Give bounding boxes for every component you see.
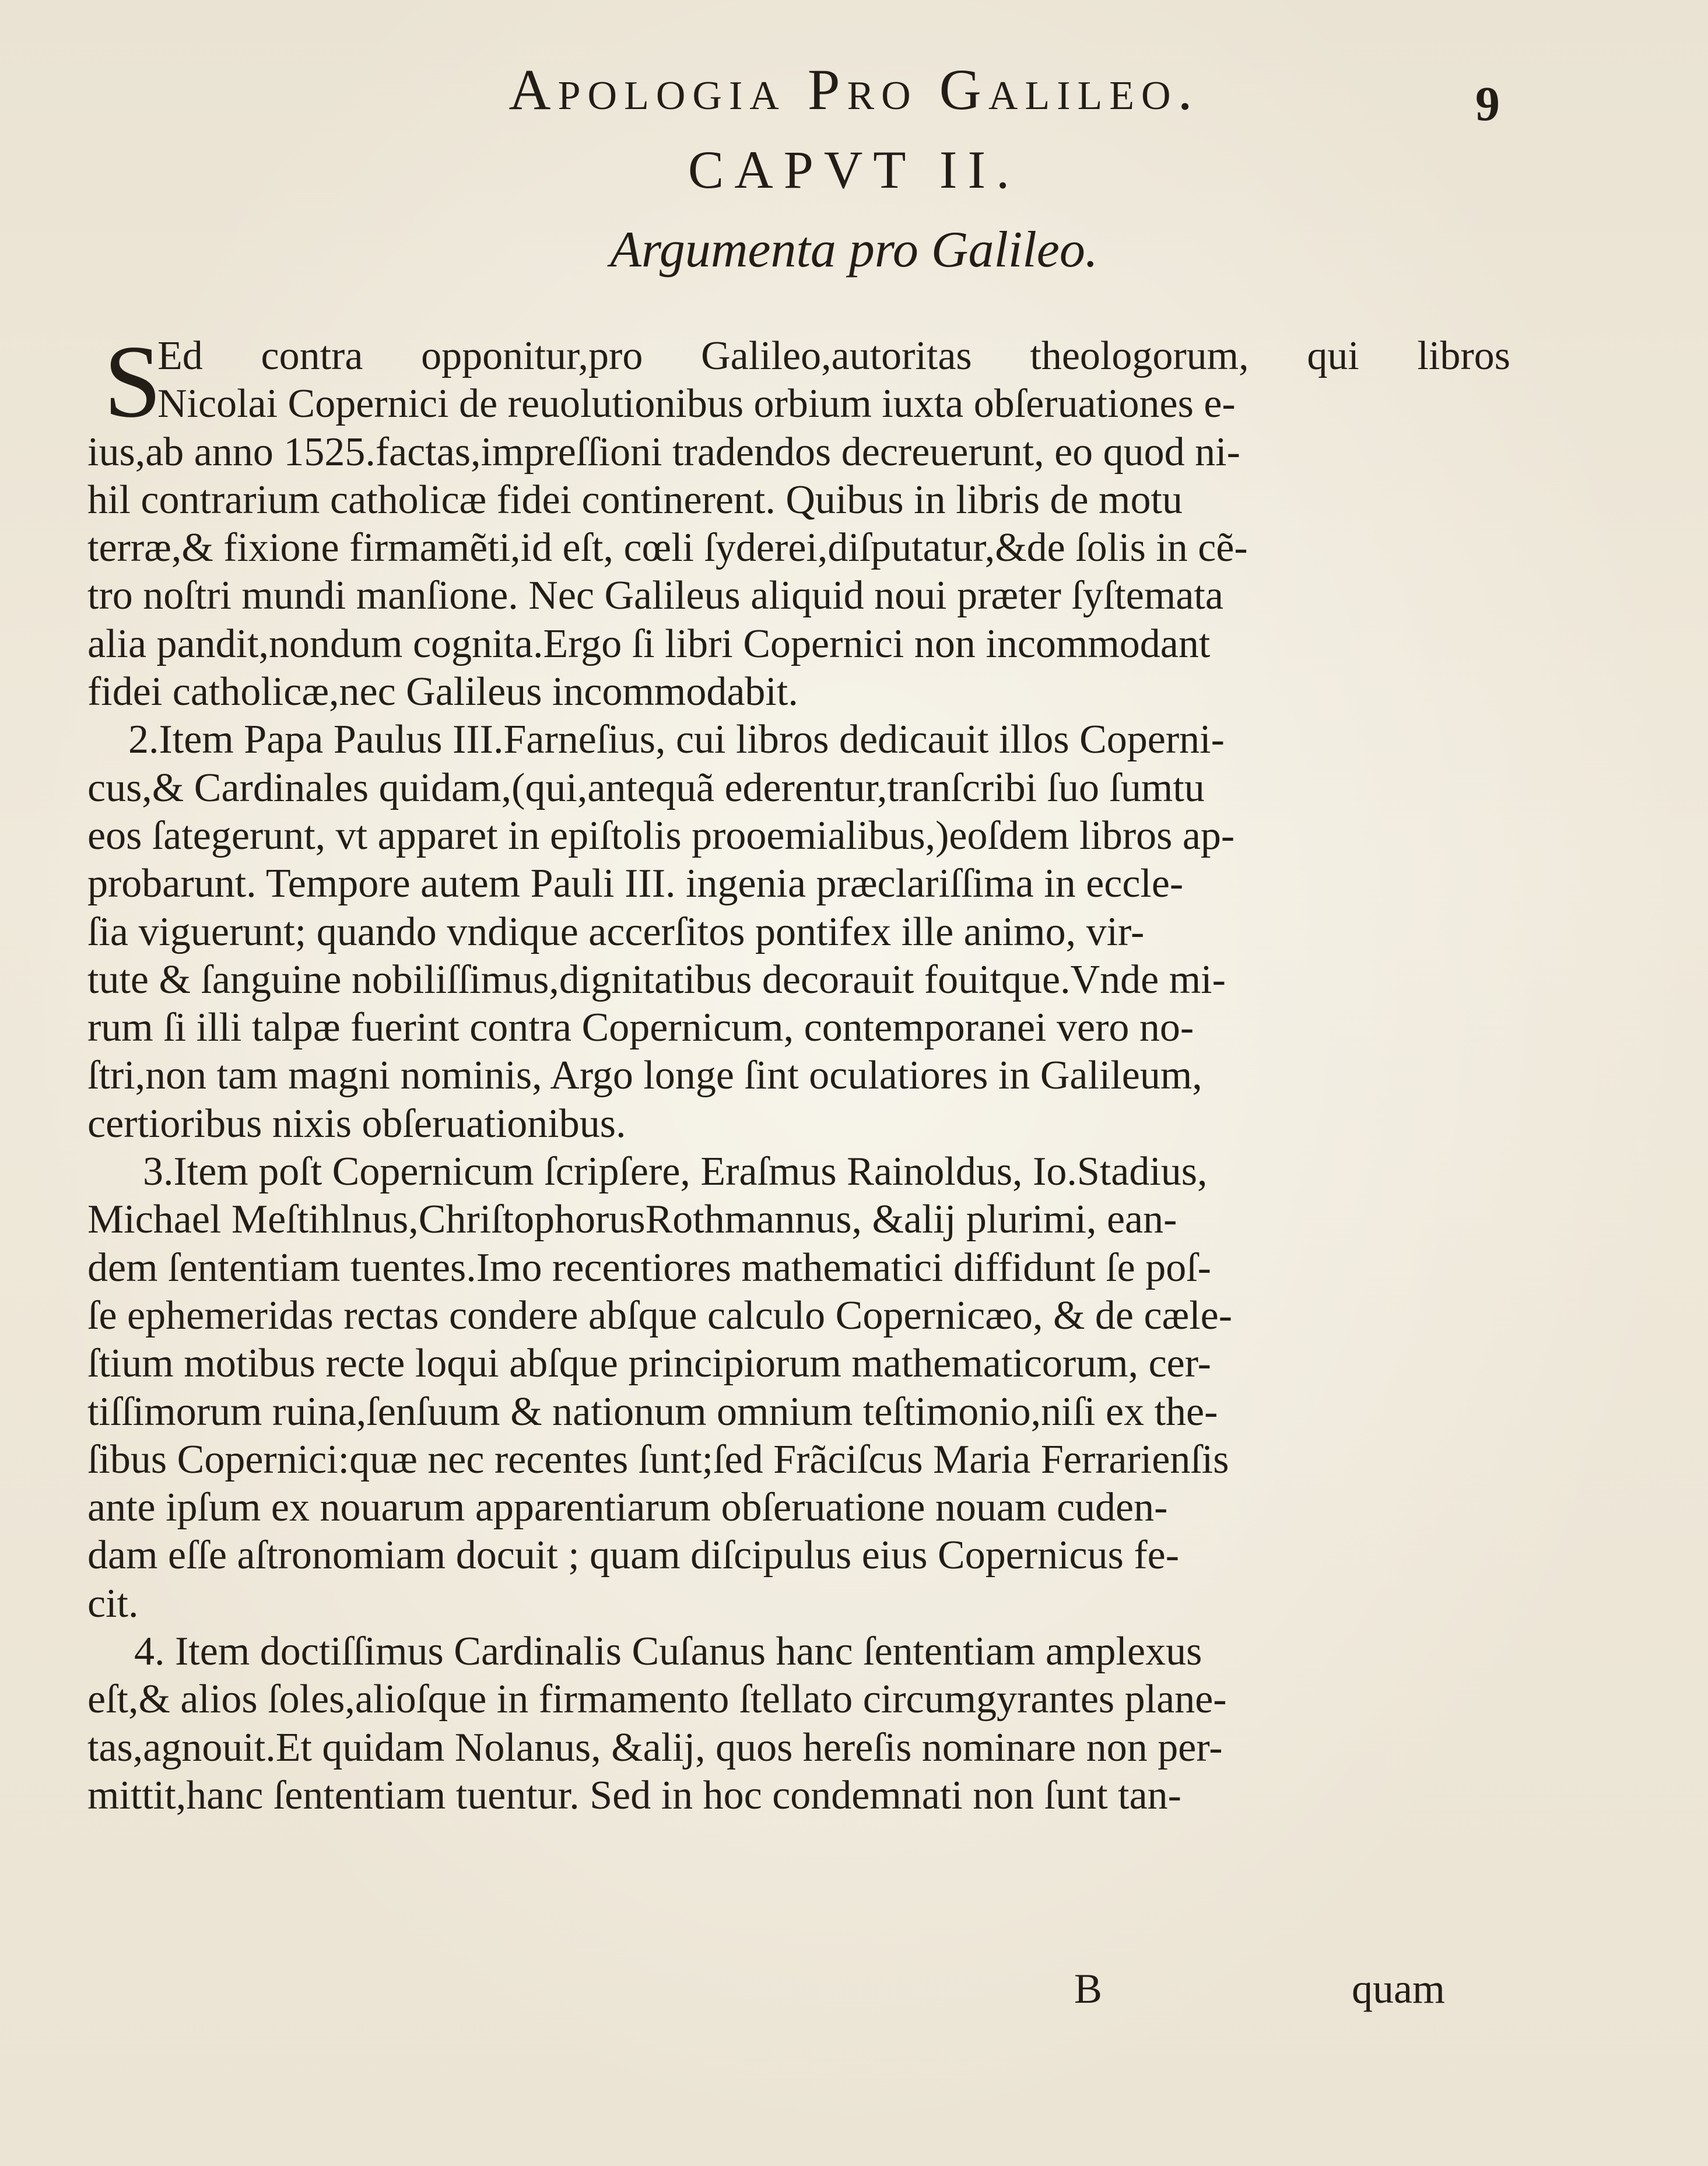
text-line: tiſſimorum ruina,ſenſuum & nationum omnium teſtimonio,niſi ex the- [87,1389,1218,1434]
text-line: certioribus nixis obſeruationibus. [87,1101,626,1146]
text-line: fidei catholicæ,nec Galileus incommodabit. [87,669,798,715]
text-line: dam eſſe aſtronomiam docuit ; quam diſcipulus eius Copernicus fe- [87,1533,1180,1578]
text-line: ſtium motibus recte loqui abſque principiorum mathematicorum, cer- [87,1341,1211,1386]
body-text [87,324,1510,1820]
text-line: dem ſententiam tuentes.Imo recentiores mathematici diffidunt ſe poſ- [87,1245,1211,1290]
signature-mark: B [1074,1965,1103,2012]
text-line: mittit,hanc ſententiam tuentur. Sed in hoc condemnati non ſunt tan- [87,1772,1181,1818]
running-title: Apologia Pro Galileo. [508,57,1200,122]
text-line: eſt,& alios ſoles,alioſque in firmamento ſtellato circumgyrantes plane- [87,1677,1227,1722]
text-line: ante ipſum ex nouarum apparentiarum obſeruatione nouam cuden- [87,1485,1168,1530]
text-line: rum ſi illi talpæ fuerint contra Copernicum, contemporanei vero no- [87,1005,1194,1051]
text-line: Nicolai Copernici de reuolutionibus orbium iuxta obſeruationes e- [157,381,1236,427]
text-line: ſia viguerunt; quando vndique accerſitos pontifex ille animo, vir- [87,909,1145,954]
text-line: cus,& Cardinales quidam,(qui,antequã ederentur,tranſcribi ſuo ſumtu [87,765,1205,810]
chapter-heading: CAPVT II. [688,140,1020,199]
text-line: Michael Meſtihlnus,ChriſtophorusRothmannus, &alij plurimi, ean- [87,1197,1177,1242]
page-number: 9 [1475,77,1500,131]
text-line: alia pandit,nondum cognita.Ergo ſi libri Copernici non incommodant [87,621,1211,666]
text-line: terræ,& fixione firmamẽti,id eſt, cœli ſyderei,diſputatur,&de ſolis in cẽ- [87,525,1248,571]
text-line: cit. [87,1581,139,1626]
text-line: eos ſategerunt, vt apparet in epiſtolis prooemialibus,)eoſdem libros ap- [87,813,1235,858]
text-line: tro noſtri mundi manſione. Nec Galileus aliquid noui præter ſyſtemata [87,573,1223,619]
text-line: probarunt. Tempore autem Pauli III. ingenia præclariſſima in eccle- [87,861,1184,907]
text-line: Ed contra opponitur,pro Galileo,autoritas theologorum, qui libros [157,333,1510,378]
text-line: 4. Item doctiſſimus Cardinalis Cuſanus hanc ſententiam amplexus [134,1629,1202,1674]
text-line: tute & ſanguine nobiliſſimus,dignitatibus decorauit fouitque.Vnde mi- [87,957,1226,1002]
catchword: quam [1352,1965,1445,2012]
text-line: tas,agnouit.Et quidam Nolanus, &alij, quos hereſis nominare non per- [87,1725,1223,1770]
text-line: ſibus Copernici:quæ nec recentes ſunt;ſed Frãciſcus Maria Ferrarienſis [87,1437,1229,1482]
chapter-subtitle: Argumenta pro Galileo. [610,222,1098,278]
text-line: 3.Item poſt Copernicum ſcripſere, Eraſmus Rainoldus, Io.Stadius, [143,1149,1208,1195]
text-line: ſe ephemeridas rectas condere abſque calculo Copernicæo, & de cæle- [87,1293,1233,1338]
text-line: 2.Item Papa Paulus III.Farneſius, cui libros dedicauit illos Coperni- [128,717,1225,763]
text-line: ſtri,non tam magni nominis, Argo longe ſint oculatiores in Galileum, [87,1053,1202,1098]
drop-cap: S [104,324,162,439]
text-line: ius,ab anno 1525.factas,impreſſioni tradendos decreuerunt, eo quod ni- [87,429,1240,475]
text-line: hil contrarium catholicæ fidei continerent. Quibus in libris de motu [87,477,1183,522]
